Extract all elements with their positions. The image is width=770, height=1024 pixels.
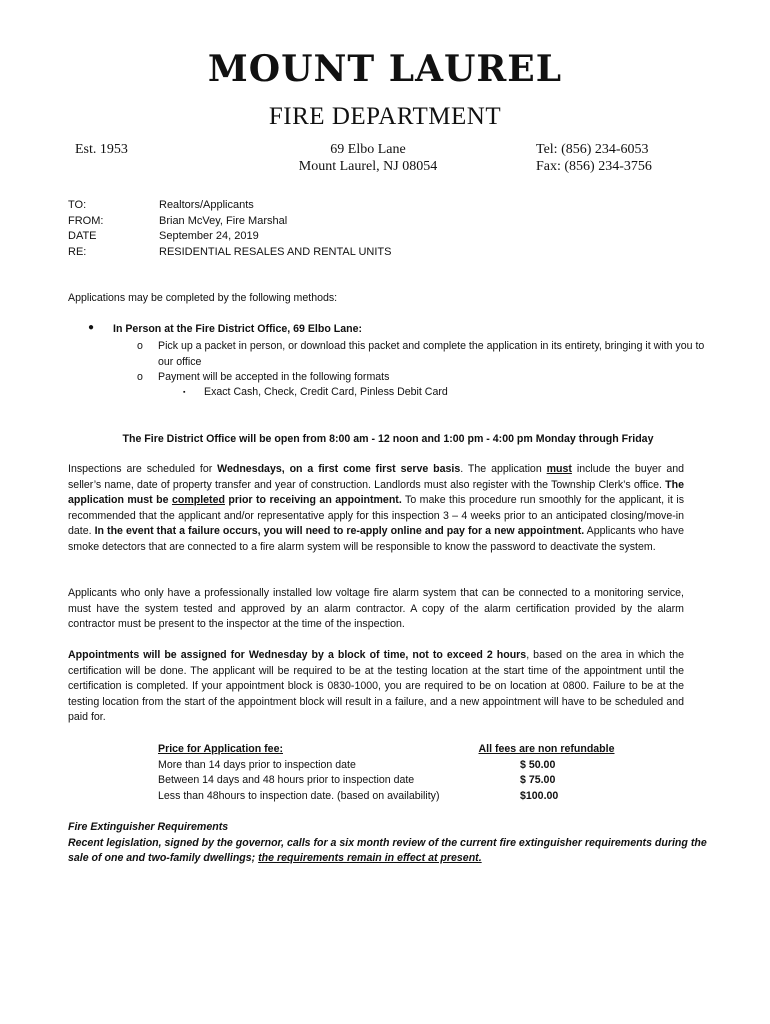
in-person-heading: In Person at the Fire District Office, 69 Elbo Lane: <box>113 323 363 335</box>
extinguisher-heading: Fire Extinguisher Requirements <box>68 821 229 833</box>
fax: Fax: (856) 234-3756 <box>536 159 652 174</box>
payment-types: Exact Cash, Check, Credit Card, Pinless Debit Card <box>204 386 448 398</box>
address-city: Mount Laurel, NJ 08054 <box>298 159 438 174</box>
memo-header <box>68 198 391 260</box>
inspections-text-3: include the buyer and seller’s name, date of property transfer and year of construction. Landlords must also register with the Township Clerk’s office. <box>68 463 684 491</box>
office-hours: The Fire District Office will be open from 8:00 am - 12 noon and 1:00 pm - 4:00 pm Monday through Friday <box>122 433 654 445</box>
sub-bullet-icon: o <box>137 340 143 352</box>
fee-table <box>158 742 618 804</box>
fee-header-label: Price for Application fee: <box>158 743 283 755</box>
alarm-paragraph: Applicants who only have a professionally installed low voltage fire alarm system that can be connected to a monitoring service, must have the system tested and approved by an alarm contractor. A copy of the alarm certification provided by the alarm contractor must be present to the inspector at the time of the inspection. <box>68 587 684 631</box>
inspections-completed: completed <box>171 494 225 507</box>
memo-from-value: Brian McVey, Fire Marshal <box>159 214 288 227</box>
fee-header-left <box>158 742 475 758</box>
contact-numbers <box>536 141 652 175</box>
department-address <box>283 141 453 175</box>
established-year: Est. 1953 <box>75 142 128 157</box>
fee-amount: $ 75.00 <box>520 774 556 787</box>
memo-to-label: TO: <box>68 199 87 211</box>
inspections-text-7: Applicants who have smoke detectors that are connected to a fire alarm system will be responsible to know the password to deactivate the system. <box>68 525 684 553</box>
memo-re-value: RESIDENTIAL RESALES AND RENTAL UNITS <box>159 245 392 258</box>
inspections-completed-a: The application must be <box>68 478 684 507</box>
extinguisher-underlined: the requirements remain in effect at present. <box>258 852 482 865</box>
extinguisher-section <box>68 820 708 867</box>
department-subtitle: FIRE DEPARTMENT <box>268 103 502 130</box>
bullet-icon: ● <box>88 322 95 333</box>
department-name-logo: MOUNT LAUREL <box>207 48 563 90</box>
fee-header-right <box>475 742 618 758</box>
memo-date-label: DATE <box>68 230 97 242</box>
inspections-failure-note: In the event that a failure occurs, you will need to re-apply online and pay for a new appointment. <box>94 525 585 538</box>
fee-row <box>158 758 618 774</box>
inspections-text-2: . The application <box>460 463 547 475</box>
telephone: Tel: (856) 234-6053 <box>536 142 649 157</box>
sub-bullet-icon: o <box>137 371 143 383</box>
inspections-text-5: To make this procedure run smoothly for the applicant, it is recommended that the applicant and/or representative apply for this inspection 3 – 4 weeks prior to an anticipated closing/move-in date. <box>68 494 684 538</box>
memo-date-value: September 24, 2019 <box>159 230 259 242</box>
memo-from-label: FROM: <box>68 214 104 227</box>
extinguisher-body: Recent legislation, signed by the governor, calls for a six month review of the current fire extinguisher requirements during the sale of one and two-family dwellings; <box>68 836 707 865</box>
inspections-schedule: Wednesdays, on a first come first serve basis <box>217 463 461 475</box>
fee-amount: $ 50.00 <box>520 758 556 771</box>
appointments-paragraph <box>68 648 684 726</box>
appointments-bold: Appointments will be assigned for Wednesday by a block of time, not to exceed 2 hours <box>68 649 527 661</box>
fee-row <box>158 789 618 805</box>
extinguisher-text <box>68 836 708 867</box>
inspections-must: must <box>546 463 572 475</box>
payment-instructions: Payment will be accepted in the following formats <box>158 371 390 383</box>
appointments-text: , based on the area in which the certification will be done. The applicant will be required to be at the testing location at the start time of the appointment until the certification is completed. If your appointment block is 0830-1000, you are required to be on location at 0800. Failure to be at the testing location from the start of the appointment block will result in a failure, and a new appointment will have to be scheduled and paid for. <box>68 649 684 724</box>
inspections-paragraph <box>68 462 684 556</box>
fee-amount: $100.00 <box>520 789 559 802</box>
square-bullet-icon: ▪ <box>183 389 186 396</box>
pickup-instructions: Pick up a packet in person, or download this packet and complete the application in its entirety, bringing it with you to our office <box>158 340 705 368</box>
methods-intro: Applications may be completed by the following methods: <box>68 292 338 304</box>
fee-row <box>158 773 618 789</box>
memo-re-label: RE: <box>68 245 87 258</box>
fee-header-note: All fees are non refundable <box>478 743 615 755</box>
inspections-text-1: Inspections are scheduled for <box>68 463 218 475</box>
fee-desc: More than 14 days prior to inspection date <box>158 758 356 771</box>
inspections-completed-b: prior to receiving an appointment. <box>224 494 402 507</box>
fee-desc: Less than 48hours to inspection date. (based on availability) <box>158 789 440 802</box>
memo-to-value: Realtors/Applicants <box>159 199 254 211</box>
address-street: 69 Elbo Lane <box>330 142 406 157</box>
fee-desc: Between 14 days and 48 hours prior to inspection date <box>158 774 415 787</box>
